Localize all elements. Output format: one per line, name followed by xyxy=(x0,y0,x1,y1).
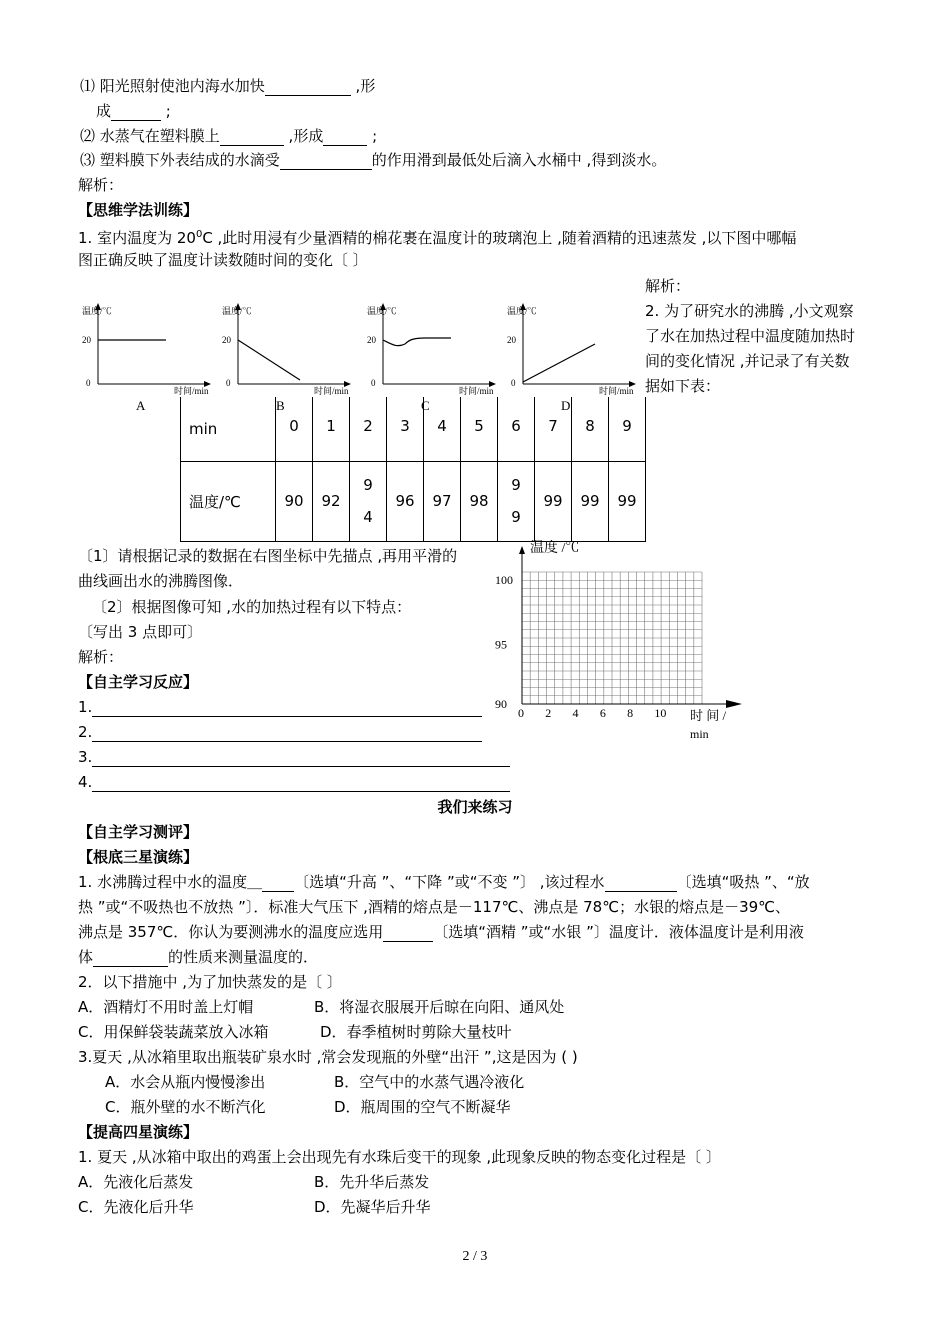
mini-curve xyxy=(383,338,451,346)
response-1 xyxy=(78,697,482,717)
x-tick-label: 10 xyxy=(654,706,667,720)
f1-option-d[interactable]: D．先凝华后升华 xyxy=(314,1198,431,1216)
response-1-num: 1. xyxy=(78,698,93,716)
time-cell: 8 xyxy=(572,397,609,461)
e1-text-h: 的性质来测量温度的． xyxy=(168,948,319,966)
q1-line xyxy=(80,76,375,96)
p2-line3: 间的变化情况 ,并记录了有关数 xyxy=(645,352,850,370)
temp-cell: 9 4 xyxy=(350,461,387,541)
p1-text-b: C ,此时用浸有少量酒精的棉花裹在温度计的玻璃泡上 ,随着酒精的迅速蒸发 ,以下图中哪幅 xyxy=(202,229,797,247)
section-three-star: 【根底三星演练】 xyxy=(78,848,199,866)
temp-row xyxy=(181,461,646,541)
q1-text-b: ,形 xyxy=(350,77,376,95)
response-4-num: 4. xyxy=(78,773,93,791)
e1-text-e: 沸点是 357℃．你认为要测沸水的温度应选用 xyxy=(78,923,384,941)
response-4 xyxy=(78,772,510,792)
x-tick-label: 4 xyxy=(572,706,579,720)
q1-blank2[interactable] xyxy=(111,105,161,121)
mini-label: B xyxy=(276,398,285,413)
y-axis-label: 温度 /℃ xyxy=(530,541,580,556)
section-feedback: 【自主学习反应】 xyxy=(78,673,199,691)
mini-xlabel: 时间/min xyxy=(599,386,634,396)
mini-tick-0: 0 xyxy=(371,378,376,388)
response-4-blank[interactable] xyxy=(92,776,510,792)
response-3 xyxy=(78,747,510,767)
temp-cell: 92 xyxy=(313,461,350,541)
temp-cell: 99 xyxy=(609,461,646,541)
mini-ylabel: 温度/℃ xyxy=(367,306,397,316)
analysis-label-2: 解析： xyxy=(645,277,691,295)
x-axis-arrow xyxy=(726,700,742,708)
analysis-label: 解析： xyxy=(78,176,124,194)
mini-ylabel: 温度/℃ xyxy=(507,306,537,316)
q3-line xyxy=(80,150,666,170)
response-3-num: 3. xyxy=(78,748,93,766)
time-row-label: min xyxy=(181,397,276,461)
e1-text-b: 〔选填“升高 ”、“下降 ”或“不变 ”〕 ,该过程水 xyxy=(294,873,605,891)
mini-ylabel: 温度/℃ xyxy=(222,306,252,316)
q2-blank2[interactable] xyxy=(323,130,367,146)
f1-option-c[interactable]: C．先液化后升华 xyxy=(78,1198,194,1216)
e1-blank3[interactable] xyxy=(383,926,433,942)
time-cell: 4 xyxy=(424,397,461,461)
mini-xlabel: 时间/min xyxy=(459,386,494,396)
mini-tick-0: 0 xyxy=(511,378,516,388)
e3-question: 3.夏天 ,从冰箱里取出瓶装矿泉水时 ,常会发现瓶的外壁“出汗 ”,这是因为 ( ) xyxy=(78,1048,578,1066)
q1-line2 xyxy=(96,101,171,121)
q2-line xyxy=(80,126,377,146)
mini-tick-0: 0 xyxy=(86,378,91,388)
mini-curve xyxy=(238,340,300,380)
time-cell: 3 xyxy=(387,397,424,461)
x-tick-label: 2 xyxy=(545,706,552,720)
p2-line4: 据如下表： xyxy=(645,377,721,395)
time-cell: 6 xyxy=(498,397,535,461)
x-tick-label: 6 xyxy=(599,706,606,720)
temp-cell: 96 xyxy=(387,461,424,541)
time-cell: 7 xyxy=(535,397,572,461)
q2-text-c: ; xyxy=(367,127,378,145)
time-row xyxy=(181,397,646,461)
mini-tick-20: 20 xyxy=(222,335,231,345)
e2-option-c[interactable]: C．用保鲜袋装蔬菜放入冰箱 xyxy=(78,1023,269,1041)
p1-line2: 图正确反映了温度计读数随时间的变化〔 〕 xyxy=(78,251,368,269)
q1-text: ⑴ 阳光照射使池内海水加快 xyxy=(80,77,265,95)
p1-line xyxy=(78,225,796,248)
p2-line2: 了水在加热过程中温度随加热时 xyxy=(645,327,856,345)
e1-text-f: 〔选填“酒精 ”或“水银 ”〕温度计．液体温度计是利用液 xyxy=(433,923,804,941)
e1-line2: 热 ”或“不吸热也不放热 ”〕．标准大气压下 ,酒精的熔点是－117℃、沸点是 78℃；水银的熔点是－39℃、 xyxy=(78,898,790,916)
q2-blank[interactable] xyxy=(220,130,284,146)
e1-text-a: 1. 水沸腾过程中水的温度＿ xyxy=(78,873,263,891)
e3-option-d[interactable]: D．瓶周围的空气不断凝华 xyxy=(334,1098,511,1116)
q3-blank[interactable] xyxy=(280,154,372,170)
temp-row-label: 温度/℃ xyxy=(181,461,276,541)
mini-ylabel: 温度/℃ xyxy=(82,306,112,316)
e1-line1 xyxy=(78,872,810,892)
f1-option-a[interactable]: A．先液化后蒸发 xyxy=(78,1173,194,1191)
response-1-blank[interactable] xyxy=(92,701,482,717)
section-four-star: 【提高四星演练】 xyxy=(78,1123,199,1141)
mini-label: C xyxy=(421,398,430,413)
time-cell: 1 xyxy=(313,397,350,461)
x-tick-label: 0 xyxy=(518,706,524,720)
q3-text-b: 的作用滑到最低处后滴入水桶中 ,得到淡水。 xyxy=(371,151,667,169)
q1-text-c: 成 xyxy=(96,102,112,120)
x-tick-label: 8 xyxy=(627,706,634,720)
boiling-chart xyxy=(490,540,780,740)
time-cell: 2 xyxy=(350,397,387,461)
e3-option-c[interactable]: C．瓶外壁的水不断汽化 xyxy=(105,1098,266,1116)
temp-cell: 9 9 xyxy=(498,461,535,541)
e3-option-b[interactable]: B．空气中的水蒸气遇冷液化 xyxy=(334,1073,525,1091)
mini-xlabel: 时间/min xyxy=(174,386,209,396)
q3-text: ⑶ 塑料膜下外表结成的水滴受 xyxy=(80,151,280,169)
e2-question: 2．以下措施中 ,为了加快蒸发的是〔 〕 xyxy=(78,973,342,991)
mini-label: A xyxy=(136,398,146,413)
e1-text-c: 〔选填“吸热 ”、“放 xyxy=(676,873,810,891)
sub2-line2: 〔写出 3 点即可〕 xyxy=(78,623,203,641)
y-tick-label: 95 xyxy=(495,637,507,652)
e1-text-g: 体 xyxy=(78,948,94,966)
sub2-line1: 〔2〕根据图像可知 ,水的加热过程有以下特点： xyxy=(92,598,412,616)
e2-option-d[interactable]: D．春季植树时剪除大量枝叶 xyxy=(320,1023,512,1041)
analysis-label-3: 解析： xyxy=(78,648,124,666)
section-thinking: 【思维学法训练】 xyxy=(78,201,199,219)
p1-text: 1. 室内温度为 20 xyxy=(78,229,196,247)
time-cell: 5 xyxy=(461,397,498,461)
e1-blank2[interactable] xyxy=(605,876,677,892)
time-cell: 9 xyxy=(609,397,646,461)
q2-text-b: ,形成 xyxy=(283,127,324,145)
x-axis-unit: min xyxy=(690,727,709,740)
sub1-line2: 曲线画出水的沸腾图像． xyxy=(78,572,244,590)
boiling-data-table xyxy=(180,397,646,542)
response-3-blank[interactable] xyxy=(92,751,510,767)
f1-question: 1. 夏天 ,从冰箱中取出的鸡蛋上会出现先有水珠后变干的现象 ,此现象反映的物态变化过程是〔 〕 xyxy=(78,1148,721,1166)
practice-title: 我们来练习 xyxy=(437,798,513,816)
sub1-line1: 〔1〕请根据记录的数据在右图坐标中先描点 ,再用平滑的 xyxy=(78,547,458,565)
f1-option-b[interactable]: B．先升华后蒸发 xyxy=(314,1173,430,1191)
section-assessment: 【自主学习测评】 xyxy=(78,823,199,841)
response-2-blank[interactable] xyxy=(92,726,482,742)
response-2-num: 2. xyxy=(78,723,93,741)
q1-text-d: ; xyxy=(161,102,171,120)
y-axis-arrow xyxy=(519,546,525,554)
page-number: 2 / 3 xyxy=(462,1249,488,1264)
y-tick-label: 100 xyxy=(495,573,513,587)
e1-line3 xyxy=(78,922,804,942)
mini-tick-20: 20 xyxy=(82,335,91,345)
temp-cell: 99 xyxy=(572,461,609,541)
mini-tick-20: 20 xyxy=(507,335,516,345)
e1-blank4[interactable] xyxy=(93,951,168,967)
x-axis-label: 时 间 / xyxy=(690,708,727,723)
mini-label: D xyxy=(561,398,571,413)
temp-cell: 99 xyxy=(535,461,572,541)
response-2 xyxy=(78,722,482,742)
temp-cell: 97 xyxy=(424,461,461,541)
mini-xlabel: 时间/min xyxy=(314,386,349,396)
mini-tick-20: 20 xyxy=(367,335,376,345)
e2-option-a[interactable]: A．酒精灯不用时盖上灯帽 xyxy=(78,998,254,1016)
q2-text: ⑵ 水蒸气在塑料膜上 xyxy=(80,127,220,145)
q1-blank[interactable] xyxy=(265,80,351,96)
mini-curve xyxy=(523,344,595,382)
temp-cell: 98 xyxy=(461,461,498,541)
p2-line1: 2. 为了研究水的沸腾 ,小文观察 xyxy=(645,302,854,320)
p1-sup: 0 xyxy=(195,229,203,240)
e1-line4 xyxy=(78,947,318,967)
e1-blank1[interactable] xyxy=(262,876,294,892)
mini-tick-0: 0 xyxy=(226,378,231,388)
y-tick-label: 90 xyxy=(495,697,507,711)
temp-cell: 90 xyxy=(276,461,313,541)
time-cell: 0 xyxy=(276,397,313,461)
e3-option-a[interactable]: A．水会从瓶内慢慢渗出 xyxy=(105,1073,266,1091)
e2-option-b[interactable]: B．将湿衣服展开后晾在向阳、通风处 xyxy=(314,998,565,1016)
